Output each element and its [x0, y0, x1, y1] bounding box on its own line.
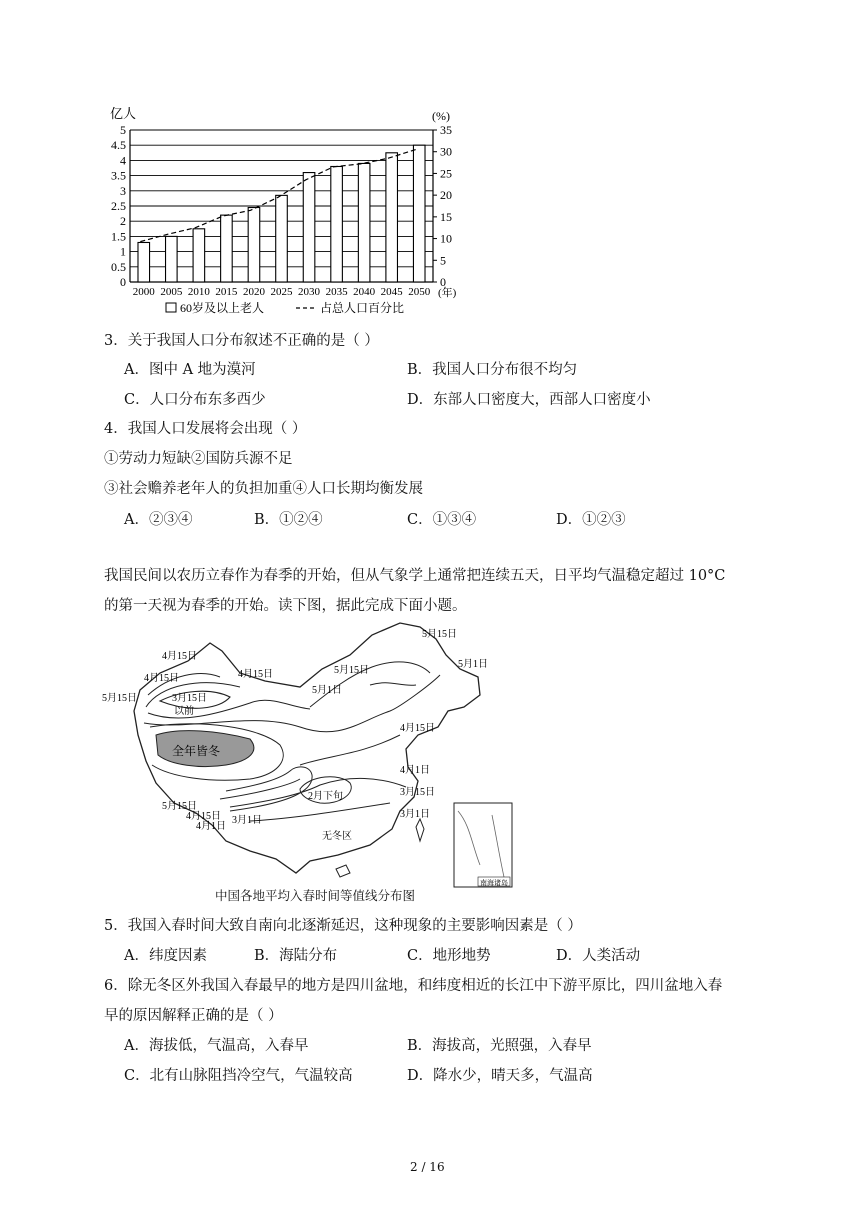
x-tick-label: 2045 [380, 286, 403, 298]
inset-label: 南海诸岛 [480, 879, 508, 887]
x-tick-label: 2020 [242, 286, 265, 298]
x-tick-label: 2015 [215, 286, 238, 298]
label-before: 以前 [174, 706, 194, 717]
left-tick-label: 0.5 [111, 259, 126, 274]
q5-option-d: D．人类活动 [556, 948, 641, 964]
label-3-15-e: 3月15日 [400, 787, 435, 798]
right-tick-label: 35 [440, 123, 452, 137]
left-tick-label: 4 [120, 153, 126, 168]
legend-bar-label: 60岁及以上老人 [180, 301, 265, 315]
q4-statements-1: ①劳动力短缺②国防兵源不足 [104, 451, 293, 467]
label-5-1-n: 5月1日 [312, 685, 342, 696]
q3-option-d: D．东部人口密度大，西部人口密度小 [407, 392, 651, 408]
left-tick-label: 2 [120, 214, 126, 229]
right-tick-label: 20 [440, 188, 452, 203]
q5-option-a: A．纬度因素 [124, 948, 207, 964]
right-axis-title: (%) [432, 109, 450, 123]
q6-stem-2: 早的原因解释正确的是（ ） [104, 1008, 283, 1024]
chart-bars [138, 145, 425, 282]
x-axis-unit: (年) [438, 287, 457, 299]
q4-option-c: C．①③④ [407, 512, 477, 528]
q3-option-a: A．图中 A 地为漠河 [124, 362, 256, 378]
bar-2000 [138, 242, 150, 282]
label-4-15-sw: 4月15日 [186, 811, 221, 822]
label-5-1-ne: 5月1日 [458, 659, 488, 670]
left-tick-label: 3 [120, 183, 126, 198]
left-tick-label: 2.5 [111, 199, 126, 213]
legend-bar-swatch [166, 303, 176, 312]
q5-option-b: B．海陆分布 [254, 948, 338, 964]
bar-2025 [276, 195, 288, 282]
x-tick-label: 2040 [353, 286, 376, 298]
x-tick-label: 2000 [132, 286, 155, 298]
bar-2015 [221, 215, 233, 282]
q4-option-d: D．①②③ [556, 512, 626, 528]
x-tick-label: 2010 [187, 286, 210, 298]
q6-option-d: D．降水少，晴天多，气温高 [407, 1068, 593, 1084]
label-3-1-e: 3月1日 [400, 809, 430, 820]
right-tick-label: 5 [440, 253, 446, 268]
label-5-15-w: 5月15日 [102, 693, 137, 704]
label-4-15-nw2: 4月15日 [144, 673, 179, 684]
label-no-winter: 无冬区 [322, 831, 352, 842]
passage-line-2: 的第一天视为春季的开始。读下图，据此完成下面小题。 [104, 598, 467, 614]
bar-2020 [248, 208, 260, 282]
q5-option-c: C．地形地势 [407, 948, 491, 964]
hainan-island [336, 865, 350, 877]
q6-stem-1: 6．除无冬区外我国入春最早的地方是四川盆地，和纬度相近的长江中下游平原比，四川盆地入春 [104, 978, 723, 994]
q3-stem: 3．关于我国人口分布叙述不正确的是（ ） [104, 333, 379, 349]
china-spring-onset-map [100, 615, 520, 905]
page-number: 2 / 16 [410, 1160, 445, 1174]
label-5-15-n: 5月15日 [334, 665, 369, 676]
bar-2010 [193, 229, 205, 282]
map-caption: 中国各地平均入春时间等值线分布图 [215, 888, 416, 903]
q4-stem: 4．我国人口发展将会出现（ ） [104, 421, 307, 437]
label-3-15: 3月15日 [172, 693, 207, 704]
q5-stem: 5．我国入春时间大致自南向北逐渐延迟，这种现象的主要影响因素是（ ） [104, 918, 582, 934]
label-3-1-sw: 3月1日 [232, 815, 262, 826]
right-tick-label: 30 [440, 144, 452, 159]
q6-option-c: C．北有山脉阻挡冷空气，气温较高 [124, 1068, 353, 1084]
label-4-15-e: 4月15日 [400, 723, 435, 734]
q4-option-a: A．②③④ [124, 512, 193, 528]
right-tick-label: 25 [440, 166, 452, 181]
passage-line-1: 我国民间以农历立春作为春季的开始，但从气象学上通常把连续五天，日平均气温稳定超过 10°C [104, 568, 726, 584]
right-tick-label: 10 [440, 231, 452, 246]
bar-2045 [386, 153, 398, 282]
label-feb: 2月下旬 [308, 791, 343, 802]
x-tick-label: 2005 [160, 286, 183, 298]
x-tick-label: 2030 [298, 286, 321, 298]
legend-line-label: 占总人口百分比 [320, 301, 405, 315]
left-tick-label: 3.5 [111, 168, 126, 183]
x-tick-label: 2025 [270, 286, 293, 298]
right-tick-label: 15 [440, 209, 452, 224]
q3-option-c: C．人口分布东多西少 [124, 392, 266, 408]
label-5-15-sw: 5月15日 [162, 801, 197, 812]
label-all-winter: 全年皆冬 [172, 744, 221, 758]
bar-2030 [303, 173, 315, 282]
bar-2035 [331, 166, 343, 282]
bar-2005 [166, 236, 178, 282]
label-4-15-nw: 4月15日 [162, 651, 197, 662]
x-tick-label: 2050 [408, 286, 431, 298]
left-tick-label: 0 [120, 275, 126, 289]
bar-2040 [358, 163, 370, 282]
label-4-1-e: 4月1日 [400, 765, 430, 776]
x-tick-label: 2035 [325, 286, 348, 298]
bar-2050 [413, 145, 425, 282]
q6-option-b: B．海拔高，光照强，入春早 [407, 1038, 592, 1054]
q6-option-a: A．海拔低，气温高，入春早 [124, 1038, 309, 1054]
q4-statements-2: ③社会赡养老年人的负担加重④人口长期均衡发展 [104, 481, 423, 497]
label-4-1-sw: 4月1日 [196, 821, 226, 832]
taiwan-island [416, 819, 424, 841]
left-tick-label: 1.5 [111, 229, 126, 244]
left-tick-label: 4.5 [111, 138, 126, 153]
label-5-15-ne: 5月15日 [422, 629, 457, 640]
q3-option-b: B．我国人口分布很不均匀 [407, 362, 578, 378]
left-tick-label: 1 [120, 244, 126, 259]
left-axis-title: 亿人 [110, 106, 137, 121]
label-4-15-mid: 4月15日 [238, 669, 273, 680]
q4-option-b: B．①②④ [254, 512, 323, 528]
left-tick-label: 5 [120, 123, 126, 137]
elderly-population-chart [100, 100, 480, 322]
right-tick-label: 0 [440, 275, 446, 289]
